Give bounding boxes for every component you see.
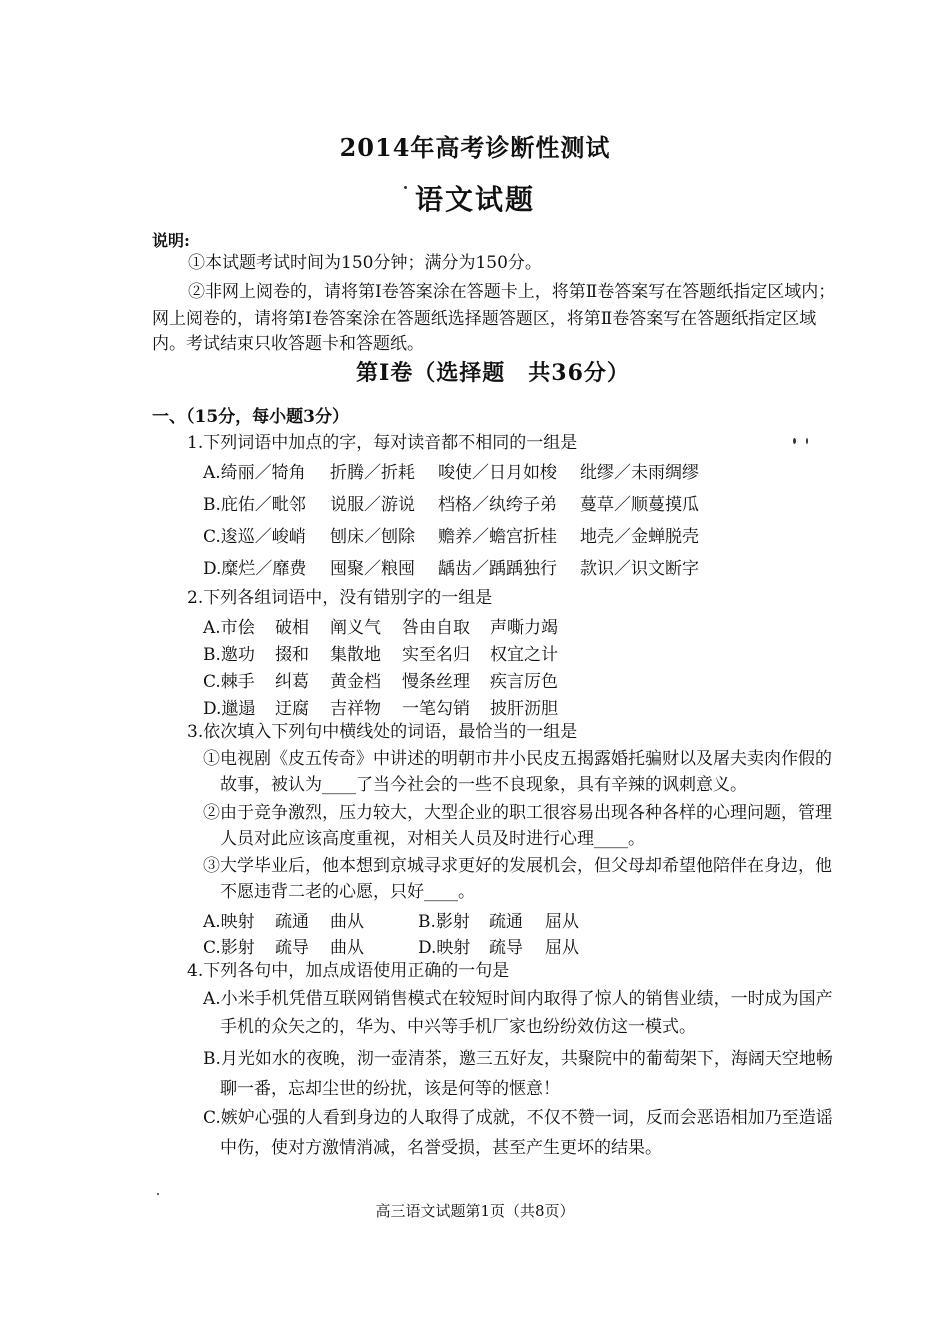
q1-option-d-2: 囤聚／粮囤 (330, 559, 415, 579)
q2-b-1: B.邀功 (203, 645, 255, 665)
section-title: 第Ⅰ卷（选择题 共36分） (356, 360, 630, 386)
instructions-label: 说明: (152, 231, 190, 250)
instruction-line-3: 网上阅卷的，请将第Ⅰ卷答案涂在答题纸选择题答题区，将第Ⅱ卷答案写在答题纸指定区域 (152, 309, 817, 329)
q3-d-3: 屈从 (545, 938, 579, 958)
q2-d-4: 一笔勾销 (402, 699, 470, 719)
q2-d-5: 披肝沥胆 (490, 699, 558, 719)
q2-a-2: 破相 (275, 618, 309, 638)
scan-speck (793, 438, 796, 444)
question-3-stem: 3.依次填入下列句中横线处的词语，最恰当的一组是 (187, 722, 578, 742)
q2-b-4: 实至名归 (402, 645, 470, 665)
q4-option-c-line-2: 中伤，使对方激情消减，名誉受损，甚至产生更坏的结果。 (220, 1138, 662, 1158)
q2-d-2: 迂腐 (275, 699, 309, 719)
q1-option-d-4: 款识／识文断字 (580, 559, 699, 579)
scan-speck (806, 438, 808, 444)
instruction-line-4: 内。考试结束只收答题卡和答题纸。 (152, 334, 424, 354)
q4-option-b-line-1: B.月光如水的夜晚，沏一壶清茶，邀三五好友，共聚院中的葡萄架下，海阔天空地畅 (203, 1049, 833, 1069)
q4-option-a-line-1: A.小米手机凭借互联网销售模式在较短时间内取得了惊人的销售业绩，一时成为国产 (203, 989, 833, 1009)
question-4-stem: 4.下列各句中，加点成语使用正确的一句是 (187, 961, 510, 981)
q2-a-4: 咎由自取 (402, 618, 470, 638)
q1-option-c-1: C.逡巡／峻峭 (203, 527, 306, 547)
q1-option-a-4: 纰缪／未雨绸缪 (580, 463, 699, 483)
q3-item-3-line-1: ③大学毕业后，他本想到京城寻求更好的发展机会，但父母却希望他陪伴在身边，他 (203, 856, 832, 876)
q1-option-a-2: 折腾／折耗 (330, 463, 415, 483)
q2-b-3: 集散地 (330, 645, 381, 665)
q1-option-b-2: 说服／游说 (330, 495, 415, 515)
scan-speck (404, 186, 407, 189)
exam-subtitle: 语文试题 (414, 183, 535, 216)
part-heading: 一、（15分，每小题3分） (152, 407, 349, 427)
scan-speck (157, 1193, 159, 1195)
q1-option-c-2: 刨床／刨除 (330, 527, 415, 547)
q1-option-b-1: B.庇佑／毗邻 (203, 495, 306, 515)
q2-a-3: 阐义气 (330, 618, 381, 638)
q2-b-2: 掇和 (275, 645, 309, 665)
question-1-stem: 1.下列词语中加点的字，每对读音都不相同的一组是 (187, 433, 578, 453)
q3-b-2: 疏通 (489, 912, 523, 932)
q1-option-c-3: 赡养／蟾宫折桂 (438, 527, 557, 547)
question-2-stem: 2.下列各组词语中，没有错别字的一组是 (187, 588, 493, 608)
q3-c-3: 曲从 (330, 938, 364, 958)
q3-item-1-line-1: ①电视剧《皮五传奇》中讲述的明朝市井小民皮五揭露婚托骗财以及屠夫卖肉作假的 (203, 749, 832, 769)
q3-d-1: D.映射 (418, 938, 471, 958)
q3-item-1-line-2: 故事，被认为____了当今社会的一些不良现象，具有辛辣的讽刺意义。 (220, 775, 747, 795)
instruction-line-1: ①本试题考试时间为150分钟；满分为150分。 (188, 253, 542, 273)
q3-item-3-line-2: 不愿违背二老的心愿，只好____。 (220, 882, 475, 902)
q1-option-d-1: D.糜烂／靡费 (203, 559, 307, 579)
q2-c-4: 慢条丝理 (402, 672, 470, 692)
q3-b-1: B.影射 (418, 912, 470, 932)
q3-a-1: A.映射 (203, 912, 255, 932)
q3-c-1: C.影射 (203, 938, 255, 958)
q4-option-c-line-1: C.嫉妒心强的人看到身边的人取得了成就，不仅不赞一词，反而会恶语相加乃至造谣 (203, 1108, 833, 1128)
q1-option-a-3: 唆使／日月如梭 (438, 463, 557, 483)
q2-a-5: 声嘶力竭 (490, 618, 558, 638)
q2-c-1: C.棘手 (203, 672, 255, 692)
q3-b-3: 屈从 (545, 912, 579, 932)
q2-b-5: 权宜之计 (490, 645, 558, 665)
exam-title: 2014年高考诊断性测试 (339, 133, 611, 162)
q3-a-3: 曲从 (330, 912, 364, 932)
q3-a-2: 疏通 (275, 912, 309, 932)
q4-option-a-line-2: 手机的众矢之的，华为、中兴等手机厂家也纷纷效仿这一模式。 (220, 1017, 696, 1037)
q1-option-a-1: A.绮丽／犄角 (203, 463, 306, 483)
q4-option-b-line-2: 聊一番，忘却尘世的纷扰，该是何等的惬意！ (220, 1079, 560, 1099)
q2-d-3: 吉祥物 (330, 699, 381, 719)
q1-option-d-3: 龋齿／踽踽独行 (438, 559, 557, 579)
q3-c-2: 疏导 (275, 938, 309, 958)
page-footer: 高三语文试题第1页（共8页） (375, 1202, 575, 1220)
instruction-line-2: ②非网上阅卷的，请将第Ⅰ卷答案涂在答题卡上，将第Ⅱ卷答案写在答题纸指定区域内； (188, 282, 836, 302)
q1-option-b-3: 档格／纨绔子弟 (438, 495, 557, 515)
q3-d-2: 疏导 (489, 938, 523, 958)
q2-d-1: D.邋遢 (203, 699, 256, 719)
q2-c-5: 疾言厉色 (490, 672, 558, 692)
q2-c-2: 纠葛 (275, 672, 309, 692)
q2-c-3: 黄金档 (330, 672, 381, 692)
q3-item-2-line-2: 人员对此应该高度重视，对相关人员及时进行心理____。 (220, 829, 645, 849)
q1-option-c-4: 地壳／金蝉脱壳 (580, 527, 699, 547)
q1-option-b-4: 蔓草／顺蔓摸瓜 (580, 495, 699, 515)
q3-item-2-line-1: ②由于竞争激烈，压力较大，大型企业的职工很容易出现各种各样的心理问题，管理 (203, 803, 832, 823)
q2-a-1: A.市侩 (203, 618, 255, 638)
